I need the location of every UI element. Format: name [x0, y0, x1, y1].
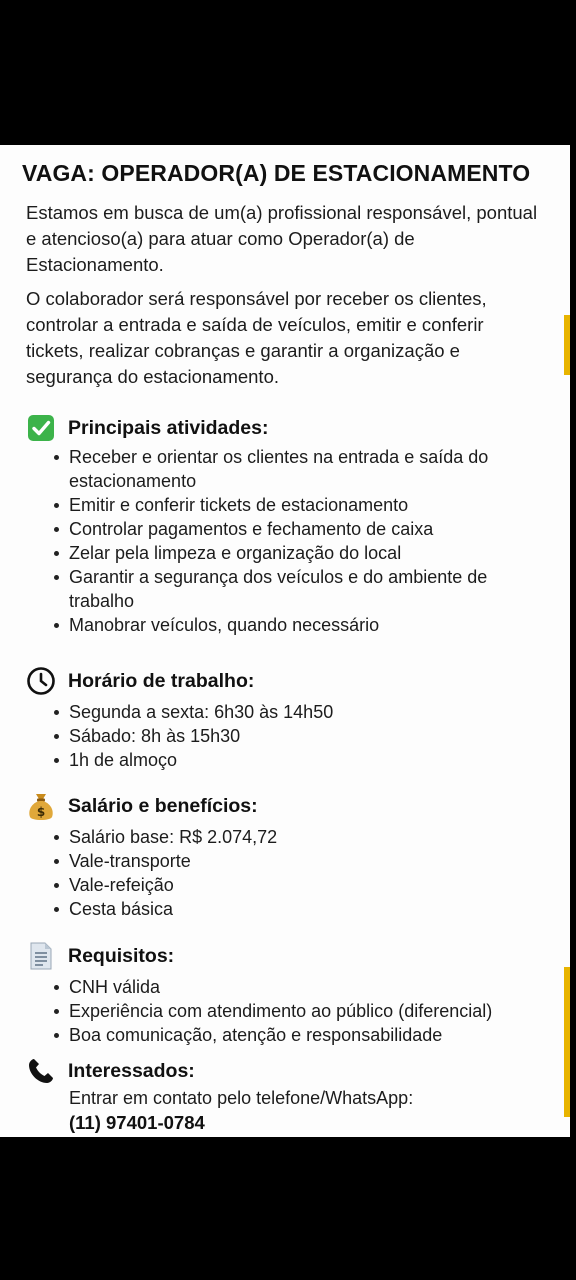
scroll-edge-accent-lower: [564, 967, 570, 1117]
requirements-section: [26, 941, 556, 1047]
requirements-heading: Requisitos:: [68, 944, 175, 967]
list-item: Vale-transporte: [26, 849, 556, 873]
salary-heading: Salário e benefícios:: [68, 794, 258, 817]
list-item: Zelar pela limpeza e organização do local: [26, 541, 556, 565]
check-box-icon: [26, 413, 56, 443]
phone-number[interactable]: (11) 97401-0784: [69, 1112, 205, 1133]
list-item: Salário base: R$ 2.074,72: [26, 825, 556, 849]
contact-section: [26, 1056, 556, 1136]
list-item: Vale-refeição: [26, 873, 556, 897]
list-item: 1h de almoço: [26, 748, 556, 772]
job-title: VAGA: OPERADOR(A) DE ESTACIONAMENTO: [22, 160, 531, 186]
job-post-card: [0, 145, 570, 1137]
activities-heading: Principais atividades:: [68, 416, 269, 439]
list-item: Cesta básica: [26, 897, 556, 921]
svg-text:$: $: [36, 805, 46, 819]
list-item: Boa comunicação, atenção e responsabilidade: [26, 1023, 556, 1047]
list-item: Experiência com atendimento ao público (diferencial): [26, 999, 556, 1023]
list-item: Segunda a sexta: 6h30 às 14h50: [26, 700, 556, 724]
responsibilities-paragraph: O colaborador será responsável por receber os clientes, controlar a entrada e saída de veículos, emitir e conferir tickets, realizar cobranças e garantir a organização e segurança do estacionamento.: [26, 288, 487, 387]
contact-instruction: Entrar em contato pelo telefone/WhatsApp:: [69, 1088, 414, 1108]
schedule-heading: Horário de trabalho:: [68, 669, 255, 692]
scroll-edge-accent: [564, 315, 570, 375]
intro-paragraph: Estamos em busca de um(a) profissional responsável, pontual e atencioso(a) para atuar como Operador(a) de Estacionamento.: [26, 202, 538, 275]
list-item: CNH válida: [26, 975, 556, 999]
list-item: Controlar pagamentos e fechamento de caixa: [26, 517, 556, 541]
list-item: Emitir e conferir tickets de estacionamento: [26, 493, 556, 517]
list-item: Garantir a segurança dos veículos e do ambiente de trabalho: [26, 565, 556, 613]
schedule-section: [26, 666, 556, 772]
phone-icon: [26, 1056, 56, 1086]
clock-icon: [26, 666, 56, 696]
list-item: Manobrar veículos, quando necessário: [26, 613, 556, 637]
contact-heading: Interessados:: [68, 1059, 195, 1082]
activities-section: [26, 413, 556, 637]
salary-section: [26, 791, 556, 921]
list-item: Receber e orientar os clientes na entrada e saída do estacionamento: [26, 445, 556, 493]
document-icon: [26, 941, 56, 971]
money-bag-icon: [26, 791, 56, 821]
list-item: Sábado: 8h às 15h30: [26, 724, 556, 748]
